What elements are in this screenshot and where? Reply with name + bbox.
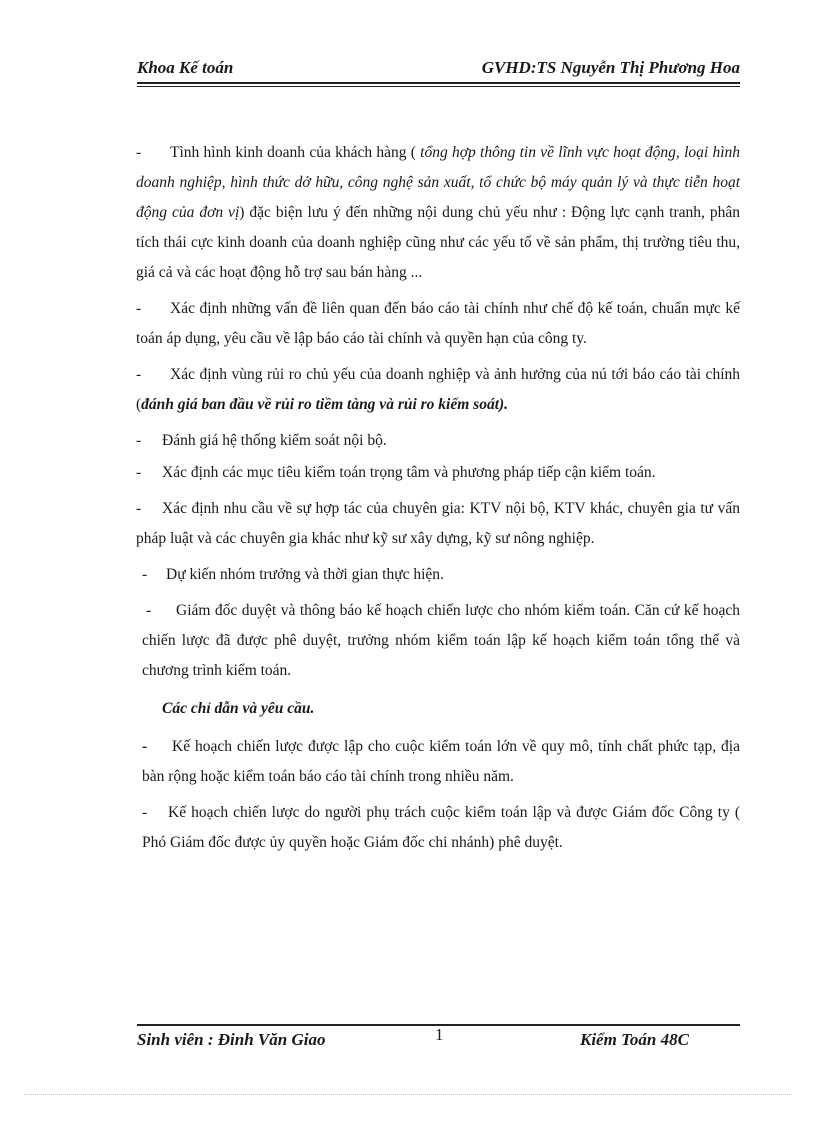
bullet-dash: - (136, 432, 142, 449)
paragraph-text: Dự kiến nhóm trưởng và thời gian thực hiện. (166, 566, 444, 583)
paragraph-text: Kế hoạch chiến lược do người phụ trách cuộc kiểm toán lập và được Giám đốc Công ty ( Phó Giám đốc được ủy quyền hoặc Giám đốc chi nhánh) phê duyệt. (142, 804, 740, 851)
bullet-dash: - (142, 738, 148, 755)
paragraph-text: Đánh giá hệ thống kiểm soát nội bộ. (162, 432, 387, 449)
paragraph-risk-areas (136, 360, 740, 420)
bullet-dash: - (136, 366, 142, 383)
paragraph-text: Xác định vùng rủi ro chủ yếu của doanh nghiệp và ảnh hưởng của nú tới báo cáo tài chính ( (136, 366, 740, 413)
bullet-dash: - (136, 464, 142, 481)
paragraph-audit-objectives (136, 458, 740, 488)
bullet-dash: - (146, 602, 152, 619)
header-rule (137, 82, 740, 84)
paragraph-text: Giám đốc duyệt và thông báo kế hoạch chiến lược cho nhóm kiểm toán. Căn cứ kế hoạch chiến lược đã được phê duyệt, trưởng nhóm kiểm toán lập kế hoạch kiểm toán tổng thể và chương trình kiểm toán. (142, 602, 740, 679)
document-body (136, 138, 740, 864)
paragraph-text-rest: ) đặc biện lưu ý đến những nội dung chủ yếu như : Động lực cạnh tranh, phân tích thái cực kinh doanh của doanh nghiệp cũng như các yếu tố về sản phẩm, thị trường tiêu thu, giá cả và các hoạt động hỗ trợ sau bán hàng ... (136, 204, 740, 281)
page-header (137, 58, 740, 84)
paragraph-text: Xác định những vấn đề liên quan đến báo cáo tài chính như chế độ kế toán, chuẩn mực kế toán áp dụng, yêu cầu về lập báo cáo tài chính và quyền hạn của công ty. (136, 300, 740, 347)
paragraph-italic-text: tổng hợp thông tin về lĩnh vực hoạt động, loại hình doanh nghiệp, hình thức dở hữu, công nghệ sản xuất, tổ chức bộ máy quản lý và thực tiễn hoạt động của đơn vị (136, 144, 740, 221)
bullet-dash: - (136, 500, 142, 517)
header-supervisor: GVHD:TS Nguyễn Thị Phương Hoa (481, 58, 740, 77)
section-title: Các chỉ dẫn và yêu cầu. (162, 700, 315, 717)
paragraph-strategy-approval (136, 798, 740, 858)
bullet-dash: - (136, 300, 142, 317)
paragraph-italic-text: đánh giá ban đầu về rủi ro tiềm tàng và rủi ro kiểm soát). (141, 396, 509, 413)
header-department: Khoa Kế toán (137, 58, 234, 77)
paragraph-expert-needs (136, 494, 740, 554)
footer-class: Kiểm Toán 48C (580, 1030, 689, 1049)
bullet-dash: - (142, 804, 148, 821)
paragraph-text: Xác định nhu cầu về sự hợp tác của chuyên gia: KTV nội bộ, KTV khác, chuyên gia tư vấn pháp luật và các chuyên gia khác như kỹ sư xây dựng, kỹ sư nông nghiệp. (136, 500, 740, 547)
bullet-dash: - (142, 566, 148, 583)
page-footer (137, 1025, 740, 1054)
paragraph-business-situation (136, 138, 740, 288)
paragraph-director-approval (136, 596, 740, 686)
page-boundary (24, 1094, 792, 1095)
paragraph-internal-control (136, 426, 740, 456)
paragraph-text: Kế hoạch chiến lược được lập cho cuộc kiểm toán lớn về quy mô, tính chất phức tạp, địa bàn rộng hoặc kiểm toán báo cáo tài chính trong nhiều năm. (142, 738, 740, 785)
page-number: 1 (435, 1025, 444, 1044)
footer-student: Sinh viên : Đinh Văn Giao (137, 1030, 326, 1049)
paragraph-financial-issues (136, 294, 740, 354)
header-rule-thin (137, 86, 740, 87)
bullet-dash: - (136, 144, 142, 161)
paragraph-text: Tình hình kinh doanh của khách hàng ( (170, 144, 416, 161)
paragraph-team-leader (136, 560, 740, 590)
paragraph-strategy-scope (136, 732, 740, 792)
paragraph-text: Xác định các mục tiêu kiểm toán trọng tâm và phương pháp tiếp cận kiểm toán. (162, 464, 656, 481)
